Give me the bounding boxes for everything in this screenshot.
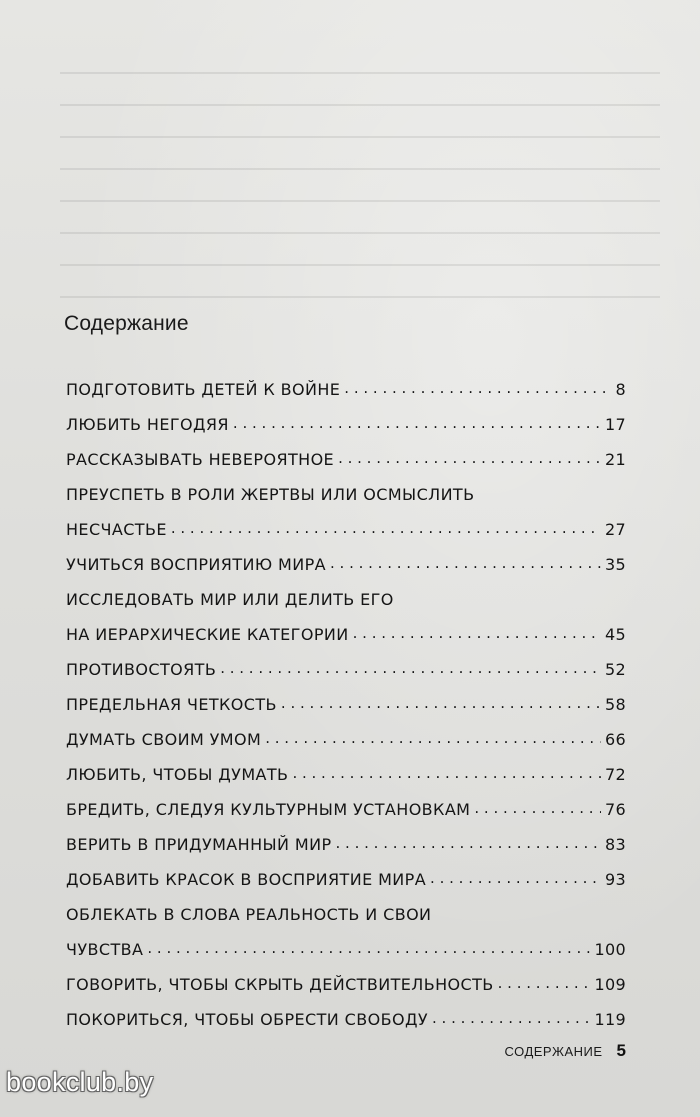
dot-leader [430, 860, 601, 895]
toc-entry[interactable] [66, 687, 626, 722]
toc-entry-line [66, 547, 626, 582]
toc-entry[interactable] [66, 862, 626, 897]
toc-entry-title: ЛЮБИТЬ, ЧТОБЫ ДУМАТЬ [66, 765, 289, 784]
toc-entry-line [66, 687, 626, 722]
dot-leader [474, 790, 601, 825]
show-through-line [60, 264, 660, 266]
dot-leader [171, 510, 601, 545]
toc-entry-line [66, 967, 626, 1002]
toc-entry-title: ПРЕУСПЕТЬ В РОЛИ ЖЕРТВЫ ИЛИ ОСМЫСЛИТЬ [66, 485, 475, 504]
dot-leader [147, 930, 590, 965]
page-footer [505, 1041, 626, 1061]
toc-entry-page: 52 [605, 660, 626, 679]
toc-entry[interactable] [66, 442, 626, 477]
toc-entry-title: УЧИТЬСЯ ВОСПРИЯТИЮ МИРА [66, 555, 326, 574]
toc-entry-line [66, 442, 626, 477]
toc-entry-title: НЕСЧАСТЬЕ [66, 520, 167, 539]
dot-leader [233, 405, 601, 440]
toc-entry-page: 100 [594, 940, 626, 959]
toc-entry[interactable] [66, 407, 626, 442]
toc-entry[interactable] [66, 897, 626, 967]
toc-entry[interactable] [66, 582, 626, 652]
toc-entry-line [66, 372, 626, 407]
toc-entry-title: ГОВОРИТЬ, ЧТОБЫ СКРЫТЬ ДЕЙСТВИТЕЛЬНОСТЬ [66, 975, 494, 994]
toc-entry-line [66, 582, 626, 617]
toc-entry-line [66, 407, 626, 442]
toc-entry-title: ПОДГОТОВИТЬ ДЕТЕЙ К ВОЙНЕ [66, 380, 341, 399]
toc-entry-page: 83 [605, 835, 626, 854]
toc-entry-title: ВЕРИТЬ В ПРИДУМАННЫЙ МИР [66, 835, 332, 854]
toc-entry-title: РАССКАЗЫВАТЬ НЕВЕРОЯТНОЕ [66, 450, 335, 469]
dot-leader [336, 825, 602, 860]
toc-entry-title: ПРОТИВОСТОЯТЬ [66, 660, 217, 679]
toc-entry-page: 72 [605, 765, 626, 784]
dot-leader [344, 370, 611, 405]
toc-entry-title: ПОКОРИТЬСЯ, ЧТОБЫ ОБРЕСТИ СВОБОДУ [66, 1010, 429, 1029]
toc-entry-line [66, 862, 626, 897]
toc-entry-page: 8 [615, 380, 626, 399]
show-through-line [60, 136, 660, 138]
toc-entry[interactable] [66, 547, 626, 582]
toc-entry-title: ОБЛЕКАТЬ В СЛОВА РЕАЛЬНОСТЬ И СВОИ [66, 905, 432, 924]
toc-entry-line [66, 827, 626, 862]
dot-leader [265, 720, 601, 755]
toc-entry-page: 109 [594, 975, 626, 994]
show-through-line [60, 104, 660, 106]
toc-entry-page: 45 [605, 625, 626, 644]
toc-entry-title: ПРЕДЕЛЬНАЯ ЧЕТКОСТЬ [66, 695, 277, 714]
toc-entry-line [66, 932, 626, 967]
table-of-contents [66, 372, 626, 1037]
dot-leader [281, 685, 601, 720]
toc-entry-line [66, 652, 626, 687]
toc-entry[interactable] [66, 722, 626, 757]
site-watermark: bookclub.by [6, 1067, 154, 1097]
toc-entry-title: НА ИЕРАРХИЧЕСКИЕ КАТЕГОРИИ [66, 625, 349, 644]
toc-entry-page: 93 [605, 870, 626, 889]
toc-entry-page: 58 [605, 695, 626, 714]
toc-entry[interactable] [66, 827, 626, 862]
toc-entry[interactable] [66, 372, 626, 407]
show-through-line [60, 296, 660, 298]
page-number: 5 [616, 1041, 626, 1060]
toc-entry-page: 119 [594, 1010, 626, 1029]
toc-entry[interactable] [66, 477, 626, 547]
show-through-line [60, 168, 660, 170]
toc-entry-page: 27 [605, 520, 626, 539]
show-through-line [60, 72, 660, 74]
toc-entry-title: ЧУВСТВА [66, 940, 144, 959]
toc-title: Содержание [64, 312, 189, 335]
toc-entry-title: ИССЛЕДОВАТЬ МИР ИЛИ ДЕЛИТЬ ЕГО [66, 590, 394, 609]
toc-entry-page: 35 [605, 555, 626, 574]
show-through-line [60, 200, 660, 202]
dot-leader [330, 545, 601, 580]
toc-entry-line [66, 477, 626, 512]
toc-entry-title: ДОБАВИТЬ КРАСОК В ВОСПРИЯТИЕ МИРА [66, 870, 427, 889]
toc-entry-line [66, 512, 626, 547]
toc-entry[interactable] [66, 792, 626, 827]
toc-entry-title: ДУМАТЬ СВОИМ УМОМ [66, 730, 262, 749]
show-through-line [60, 232, 660, 234]
toc-entry-line [66, 897, 626, 932]
toc-entry-title: БРЕДИТЬ, СЛЕДУЯ КУЛЬТУРНЫМ УСТАНОВКАМ [66, 800, 471, 819]
dot-leader [220, 650, 601, 685]
toc-entry-line [66, 1002, 626, 1037]
toc-entry-line [66, 722, 626, 757]
running-footer-label: СОДЕРЖАНИЕ [504, 1044, 603, 1059]
toc-entry-line [66, 617, 626, 652]
toc-entry-page: 66 [605, 730, 626, 749]
dot-leader [292, 755, 601, 790]
toc-entry-page: 21 [605, 450, 626, 469]
toc-entry[interactable] [66, 757, 626, 792]
toc-entry-line [66, 757, 626, 792]
dot-leader [338, 440, 601, 475]
toc-entry[interactable] [66, 967, 626, 1002]
dot-leader [353, 615, 601, 650]
toc-entry-title: ЛЮБИТЬ НЕГОДЯЯ [66, 415, 229, 434]
toc-entry[interactable] [66, 652, 626, 687]
dot-leader [498, 965, 591, 1000]
dot-leader [432, 1000, 591, 1035]
toc-entry-page: 17 [605, 415, 626, 434]
toc-entry-line [66, 792, 626, 827]
toc-entry[interactable] [66, 1002, 626, 1037]
toc-entry-page: 76 [605, 800, 626, 819]
